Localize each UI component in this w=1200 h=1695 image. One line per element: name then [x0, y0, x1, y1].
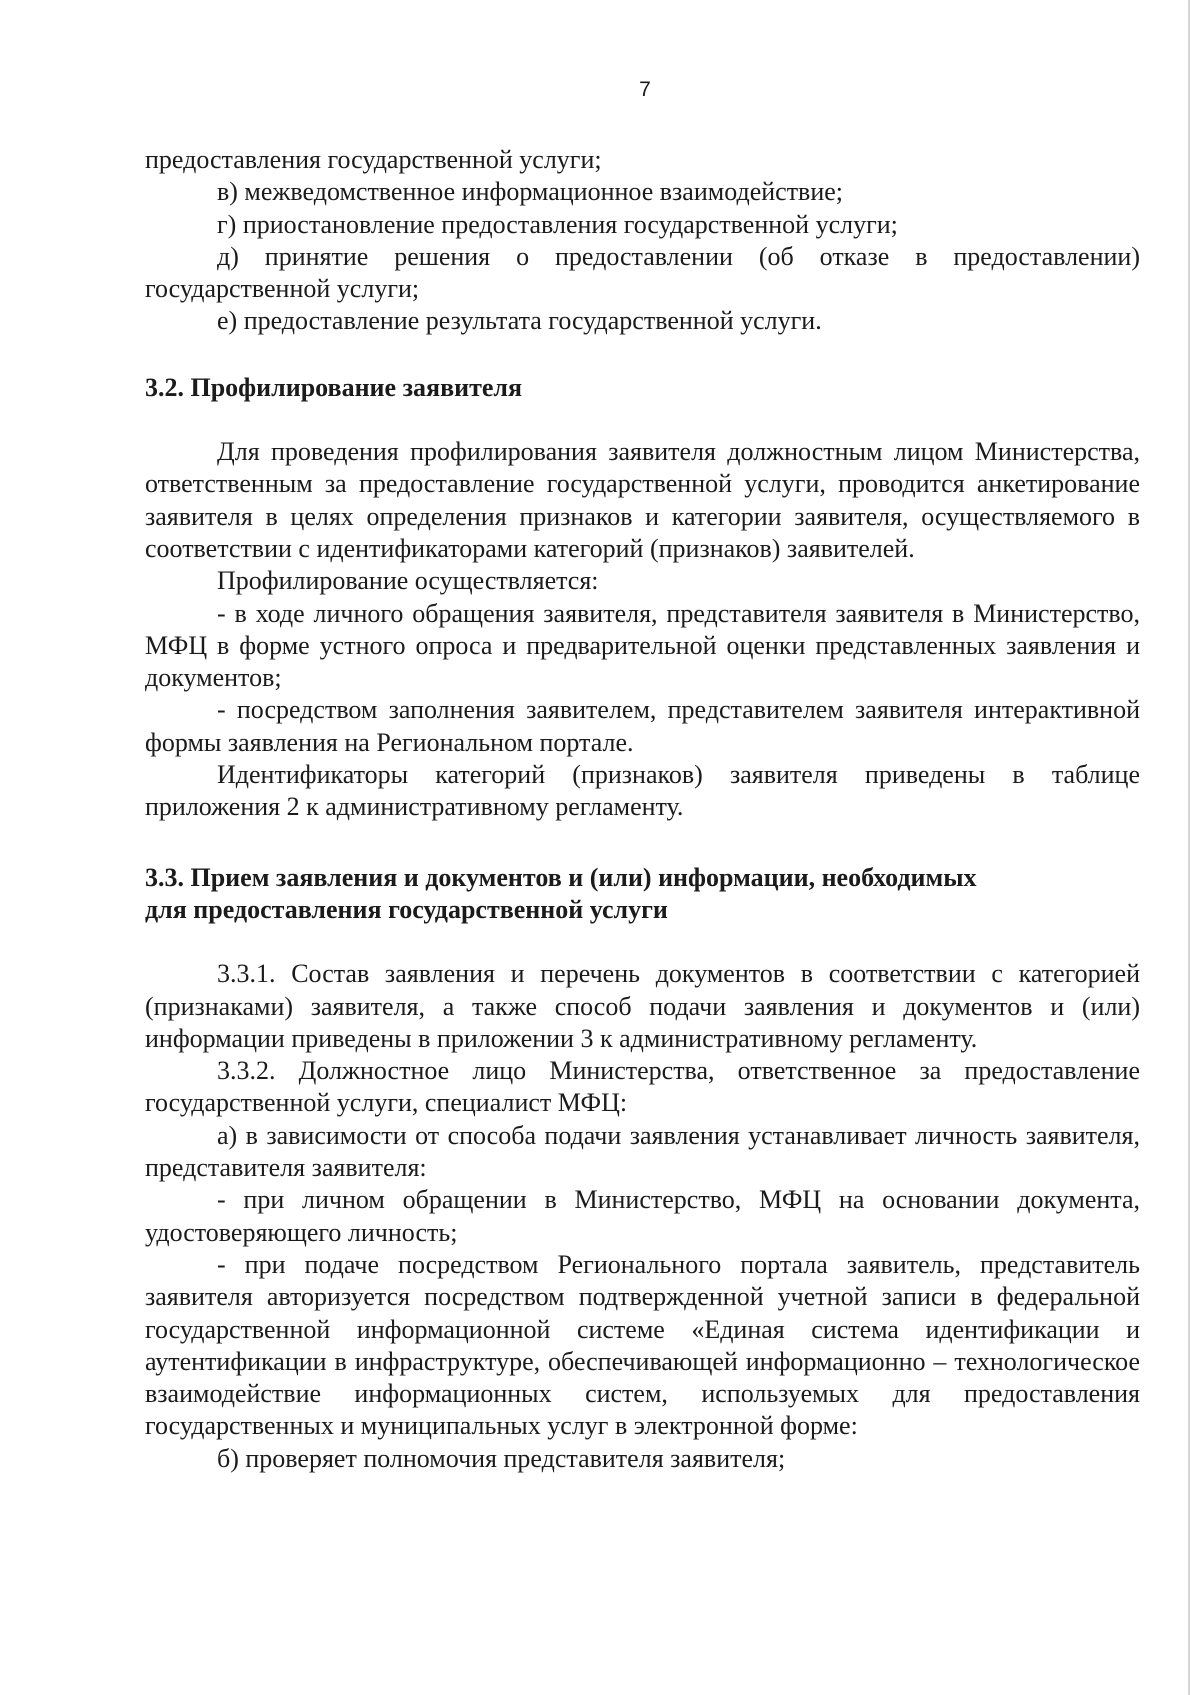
paragraph: 3.3.2. Должностное лицо Министерства, ответственное за предоставление государственной услуги, специалист МФЦ: [145, 1056, 1140, 1118]
paragraph: - в ходе личного обращения заявителя, представителя заявителя в Министерство, МФЦ в форме устного опроса и предварительной оценки представленных заявления и документов; [145, 598, 1140, 693]
paragraph: - при личном обращении в Министерство, МФЦ на основании документа, удостоверяющего личность; [145, 1185, 1140, 1247]
paragraph: - при подаче посредством Регионального портала заявитель, представитель заявителя авторизуется посредством подтвержденной учетной записи в федеральной государственной информационной системе «Единая система идентификации и аутентификации в инфраструктуре, обеспечивающей информационно – технологическое взаимодействие информационных систем, используемых для предоставления государственных и муниципальных услуг в электронной форме: [145, 1249, 1140, 1441]
paragraph: 3.3.1. Состав заявления и перечень документов в соответствии с категорией (признаками) заявителя, а также способ подачи заявления и документов и (или) информации приведены в приложении 3 к административному регламенту. [145, 959, 1140, 1053]
paragraph: а) в зависимости от способа подачи заявления устанавливает личность заявителя, представителя заявителя: [145, 1120, 1140, 1183]
list-item: предоставления государственной услуги; [145, 145, 602, 174]
list-item: в) межведомственное информационное взаимодействие; [217, 177, 844, 207]
document-body [145, 144, 1140, 1475]
list-item: е) предоставление результата государственной услуги. [217, 306, 822, 336]
paragraph: Для проведения профилирования заявителя должностным лицом Министерства, ответственным за предоставление государственной услуги, проводится анкетирование заявителя в целях определения признаков и категории заявителя, осуществляемого в соответствии с идентификаторами категорий (признаков) заявителей. [145, 437, 1140, 563]
list-item: г) приостановление предоставления государственной услуги; [217, 209, 898, 239]
paragraph: б) проверяет полномочия представителя заявителя; [217, 1443, 786, 1473]
section-heading-3-3-line2: для предоставления государственной услуги [145, 894, 668, 924]
section-heading-3-3-line1: 3.3. Прием заявления и документов и (или) информации, необходимых [145, 862, 977, 892]
page-number: 7 [639, 78, 651, 101]
paragraph: Профилирование осуществляется: [217, 566, 599, 596]
scan-edge-line [1188, 0, 1190, 1695]
section-heading-3-2: 3.2. Профилирование заявителя [145, 372, 523, 402]
paragraph: Идентификаторы категорий (признаков) заявителя приведены в таблице приложения 2 к административному регламенту. [145, 760, 1140, 822]
paragraph: - посредством заполнения заявителем, представителем заявителя интерактивной формы заявления на Региональном портале. [145, 695, 1140, 757]
list-item: д) принятие решения о предоставлении (об отказе в предоставлении) государственной услуги; [145, 241, 1140, 304]
